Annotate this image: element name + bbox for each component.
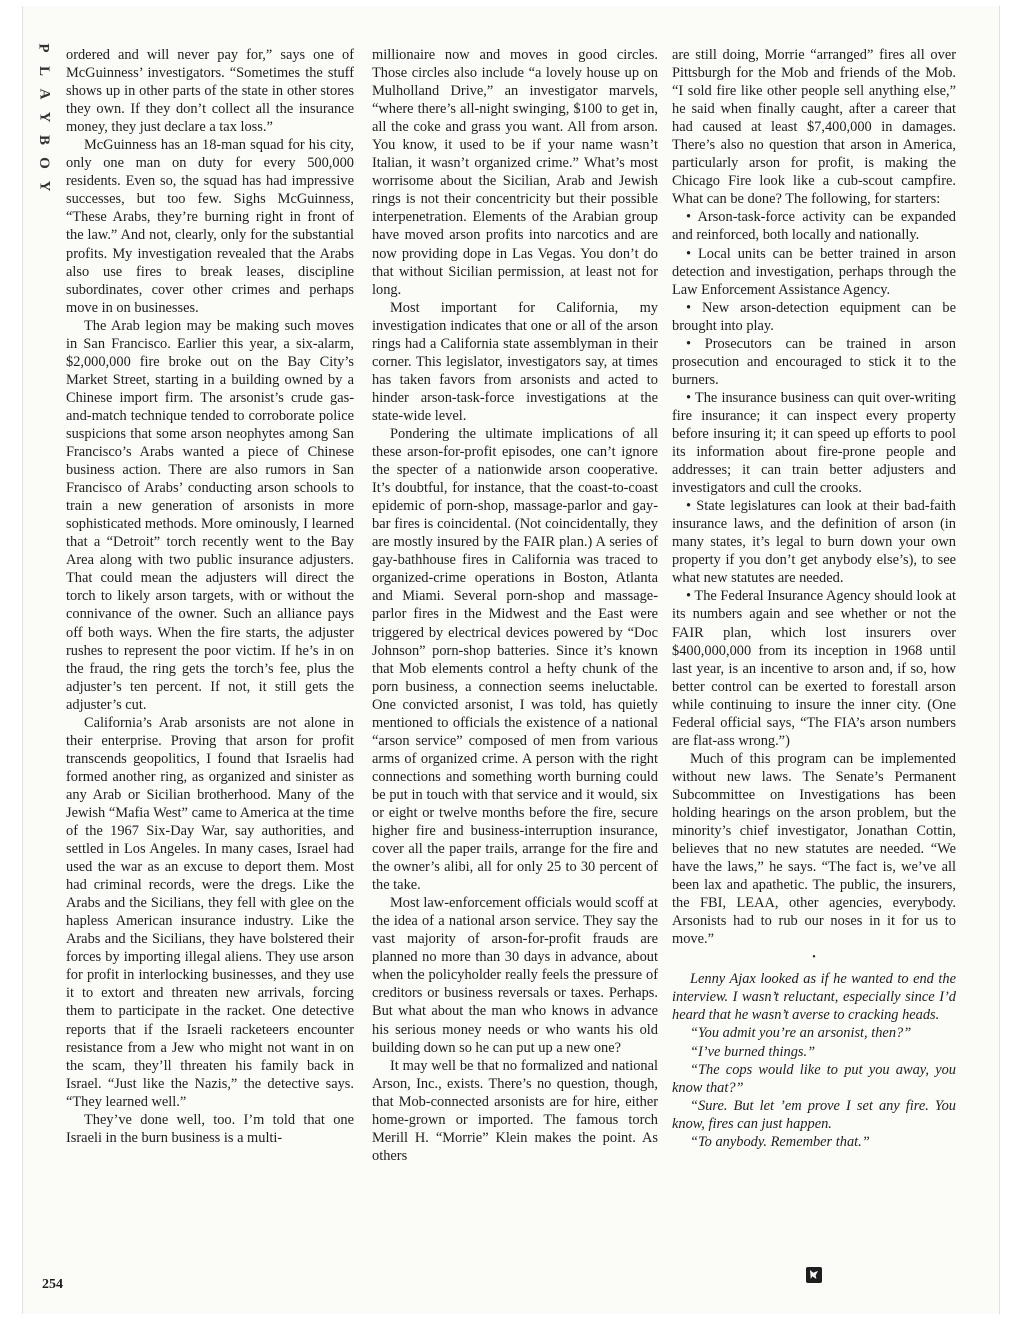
- paragraph: “I’ve burned things.”: [690, 1043, 816, 1060]
- paragraph: • The insurance business can quit over-writing fire insurance; it can inspect every property before insuring it; it can speed up efforts to pool its information about fire-prone people and addresses; it can train better adjusters and investigators and cull the crooks.: [672, 389, 956, 497]
- paragraph: • State legislatures can look at their bad-faith insurance laws, and the definition of arson (in many states, it’s legal to burn down your own property if you don’t get anybody else’s), to see what new statutes are needed.: [672, 498, 956, 587]
- paragraph: • Arson-task-force activity can be expanded and reinforced, both locally and nationally.: [672, 209, 956, 244]
- paragraph: They’ve done well, too. I’m told that one Israeli in the burn business is a multi-: [66, 1111, 354, 1146]
- paragraph: The Arab legion may be making such moves in San Francisco. Earlier this year, a six-alarm, $2,000,000 fire broke out on the Bay City’s Market Street, starting in a building owned by a Chinese import firm. The arsonist’s crude gas-and-match technique tended to corroborate police suspicions that some arson neophytes among San Francisco’s Arabs wanted a piece of Chinese business action. There are also rumors in San Francisco of Arabs’ conducting arson schools to train a new generation of arsonists in more sophisticated methods. More ominously, I learned that a “Detroit” torch recently went to the Bay Area along with two public insurance adjusters. That could mean the adjusters will direct the torch to likely arson targets, with or without the connivance of the owner. Such an alliance pays off both ways. When the fire starts, the adjuster rushes to represent the poor victim. If he’s in on the fraud, the ring gets the torch’s fee, plus the adjuster’s ten percent. If not, it still gets the adjuster’s cut.: [66, 317, 354, 713]
- paragraph: Much of this program can be implemented without new laws. The Senate’s Permanent Subcommittee on Investigations has been holding hearings on the arson problem, but the minority’s chief investigator, Jonathan Cottin, believes that no new statutes are needed. “We have the laws,” he says. “The fact is, we’ve all been lax and apathetic. The public, the insurers, the FBI, LEAA, other agencies, everybody. Arsonists had to rub our noses in it for us to move.”: [672, 750, 956, 948]
- paragraph: McGuinness has an 18-man squad for his city, only one man on duty for every 500,000 residents. Even so, the squad has had impressive successes, but too few. Sighs McGuinness, “These Arabs, they’re burning right in front of the law.” And not, clearly, only for the substantial profits. My investigation revealed that the Arabs also use fires to break leases, discipline subordinates, cover other crimes and perhaps move in on businesses.: [66, 137, 354, 316]
- paragraph: “Sure. But let ’em prove I set any fire. You know, fires can just happen.: [672, 1097, 956, 1132]
- paragraph: • Prosecutors can be trained in arson prosecution and encouraged to stick it to the burners.: [672, 335, 956, 388]
- column-1: [66, 46, 354, 1147]
- column-3: [672, 46, 956, 1151]
- paragraph: Most important for California, my investigation indicates that one or all of the arson rings had a California state assemblyman in their corner. This legislator, investigators say, at times has taken favors from arsonists and acted to hinder arson-task-force investigations at the state-wide level.: [372, 299, 658, 424]
- page-number: 254: [42, 1277, 63, 1292]
- paragraph: • New arson-detection equipment can be brought into play.: [672, 299, 956, 334]
- paragraph: “You admit you’re an arsonist, then?”: [690, 1025, 912, 1042]
- paragraph: Pondering the ultimate implications of all these arson-for-profit episodes, one can’t ignore the specter of a nationwide arson cooperative. It’s doubtful, for instance, that the coast-to-coast epidemic of porn-shop, massage-parlor and gay-bar fires is coincidental. (Not coincidentally, they are mostly insured by the FAIR plan.) A series of gay-bathhouse fires in California was traced to organized-crime operations in Boston, Atlanta and Miami. Several porn-shop and massage-parlor fires in the Midwest and the East were triggered by electrical devices powered by “Doc Johnson” porn-shop batteries. Since it’s known that Mob elements control a hefty chunk of the porn business, a connection seems ineluctable. One convicted arsonist, I was told, has quietly mentioned to officials the existence of a national “arson service” composed of men from various arms of organized crime. A person with the right connections and something worth burning could be put in touch with that service and it would, six or eight or twelve months before the fire, secure higher fire and business-interruption insurance, cover all the paper trails, arrange for the fire and the owner’s alibi, all for only 25 to 30 percent of the take.: [372, 425, 658, 894]
- paragraph: “The cops would like to put you away, you know that?”: [672, 1061, 956, 1096]
- paragraph: “To anybody. Remember that.”: [690, 1133, 870, 1150]
- paragraph: California’s Arab arsonists are not alone in their enterprise. Proving that arson for profit transcends geopolitics, I found that Israelis had formed another ring, as organized and sinister as any Arab or Sicilian brotherhood. Many of the Jewish “Mafia West” came to America at the time of the 1967 Six-Day War, say authorities, and settled in Los Angeles. In many cases, Israel had used the war as an excuse to deport them. Most had criminal records, were the dregs. Like the Arabs and the Sicilians, they fell with glee on the hapless American insurance industry. Like the Arabs and the Sicilians, they have bolstered their forces by importing illegal aliens. They use arson for profit in interlocking businesses, and they use it to extort and threaten new arrivals, forcing them to participate in the racket. One detective reports that if the Israeli racketeers encounter resistance from a Jew who might not want in on the scam, they’ll threaten his family back in Israel. “Just like the Nazis,” the detective says. “They learned well.”: [66, 714, 354, 1110]
- rabbit-head-end-mark-icon: [806, 1267, 822, 1283]
- paragraph: Most law-enforcement officials would scoff at the idea of a national arson service. They say the vast majority of arson-for-profit frauds are planned no more than 30 days in advance, about when the policyholder really feels the pressure of creditors or business reversals or taxes. Perhaps. But what about the man who knows in advance his serious money needs or who wants his old building down so he can put up a new one?: [372, 895, 658, 1056]
- section-divider: •: [812, 952, 816, 964]
- masthead: P L A Y B O Y: [35, 43, 52, 192]
- paragraph: Lenny Ajax looked as if he wanted to end the interview. I wasn’t reluctant, especially since I’d heard that he wasn’t averse to cracking heads.: [672, 971, 956, 1024]
- paragraph: are still doing, Morrie “arranged” fires all over Pittsburgh for the Mob and friends of the Mob. “I sold fire like other people sell anything else,” he said when finally caught, after a career that had caused at least $7,400,000 in damages. There’s also no question that arson in America, particularly arson for profit, is making the Chicago Fire look like a cub-scout campfire. What can be done? The following, for starters:: [672, 47, 956, 208]
- paragraph: It may well be that no formalized and national Arson, Inc., exists. There’s no question, though, that Mob-connected arsonists are for hire, either home-grown or imported. The famous torch Merill H. “Morrie” Klein makes the point. As others: [372, 1057, 658, 1164]
- paragraph: • Local units can be better trained in arson detection and investigation, perhaps through the Law Enforcement Assistance Agency.: [672, 245, 956, 298]
- paragraph: • The Federal Insurance Agency should look at its numbers again and see whether or not the FAIR plan, which lost insurers over $400,000,000 from its inception in 1968 until last year, is an incentive to arson and, if so, how better control can be exerted to forestall arson while continuing to insure the inner city. (One Federal official says, “The FIA’s arson numbers are flat-ass wrong.”): [672, 588, 956, 749]
- paragraph: ordered and will never pay for,” says one of McGuinness’ investigators. “Sometimes the stuff shows up in other parts of the state in other stores they own. If they don’t collect all the insurance money, they just declare a tax loss.”: [66, 47, 354, 136]
- paragraph: millionaire now and moves in good circles. Those circles also include “a lovely house up on Mulholland Drive,” an investigator marvels, “where there’s all-night swinging, $100 to get in, all the coke and grass you want. All from arson. You know, it used to be if your name wasn’t Italian, it wasn’t organized crime.” What’s most worrisome about the Sicilian, Arab and Jewish rings is not their concentricity but their possible interpenetration. Elements of the Arabian group have moved arson profits into narcotics and are now providing dope in Las Vegas. You don’t do that without Sicilian permission, at least not for long.: [372, 47, 658, 298]
- column-2: [372, 46, 658, 1165]
